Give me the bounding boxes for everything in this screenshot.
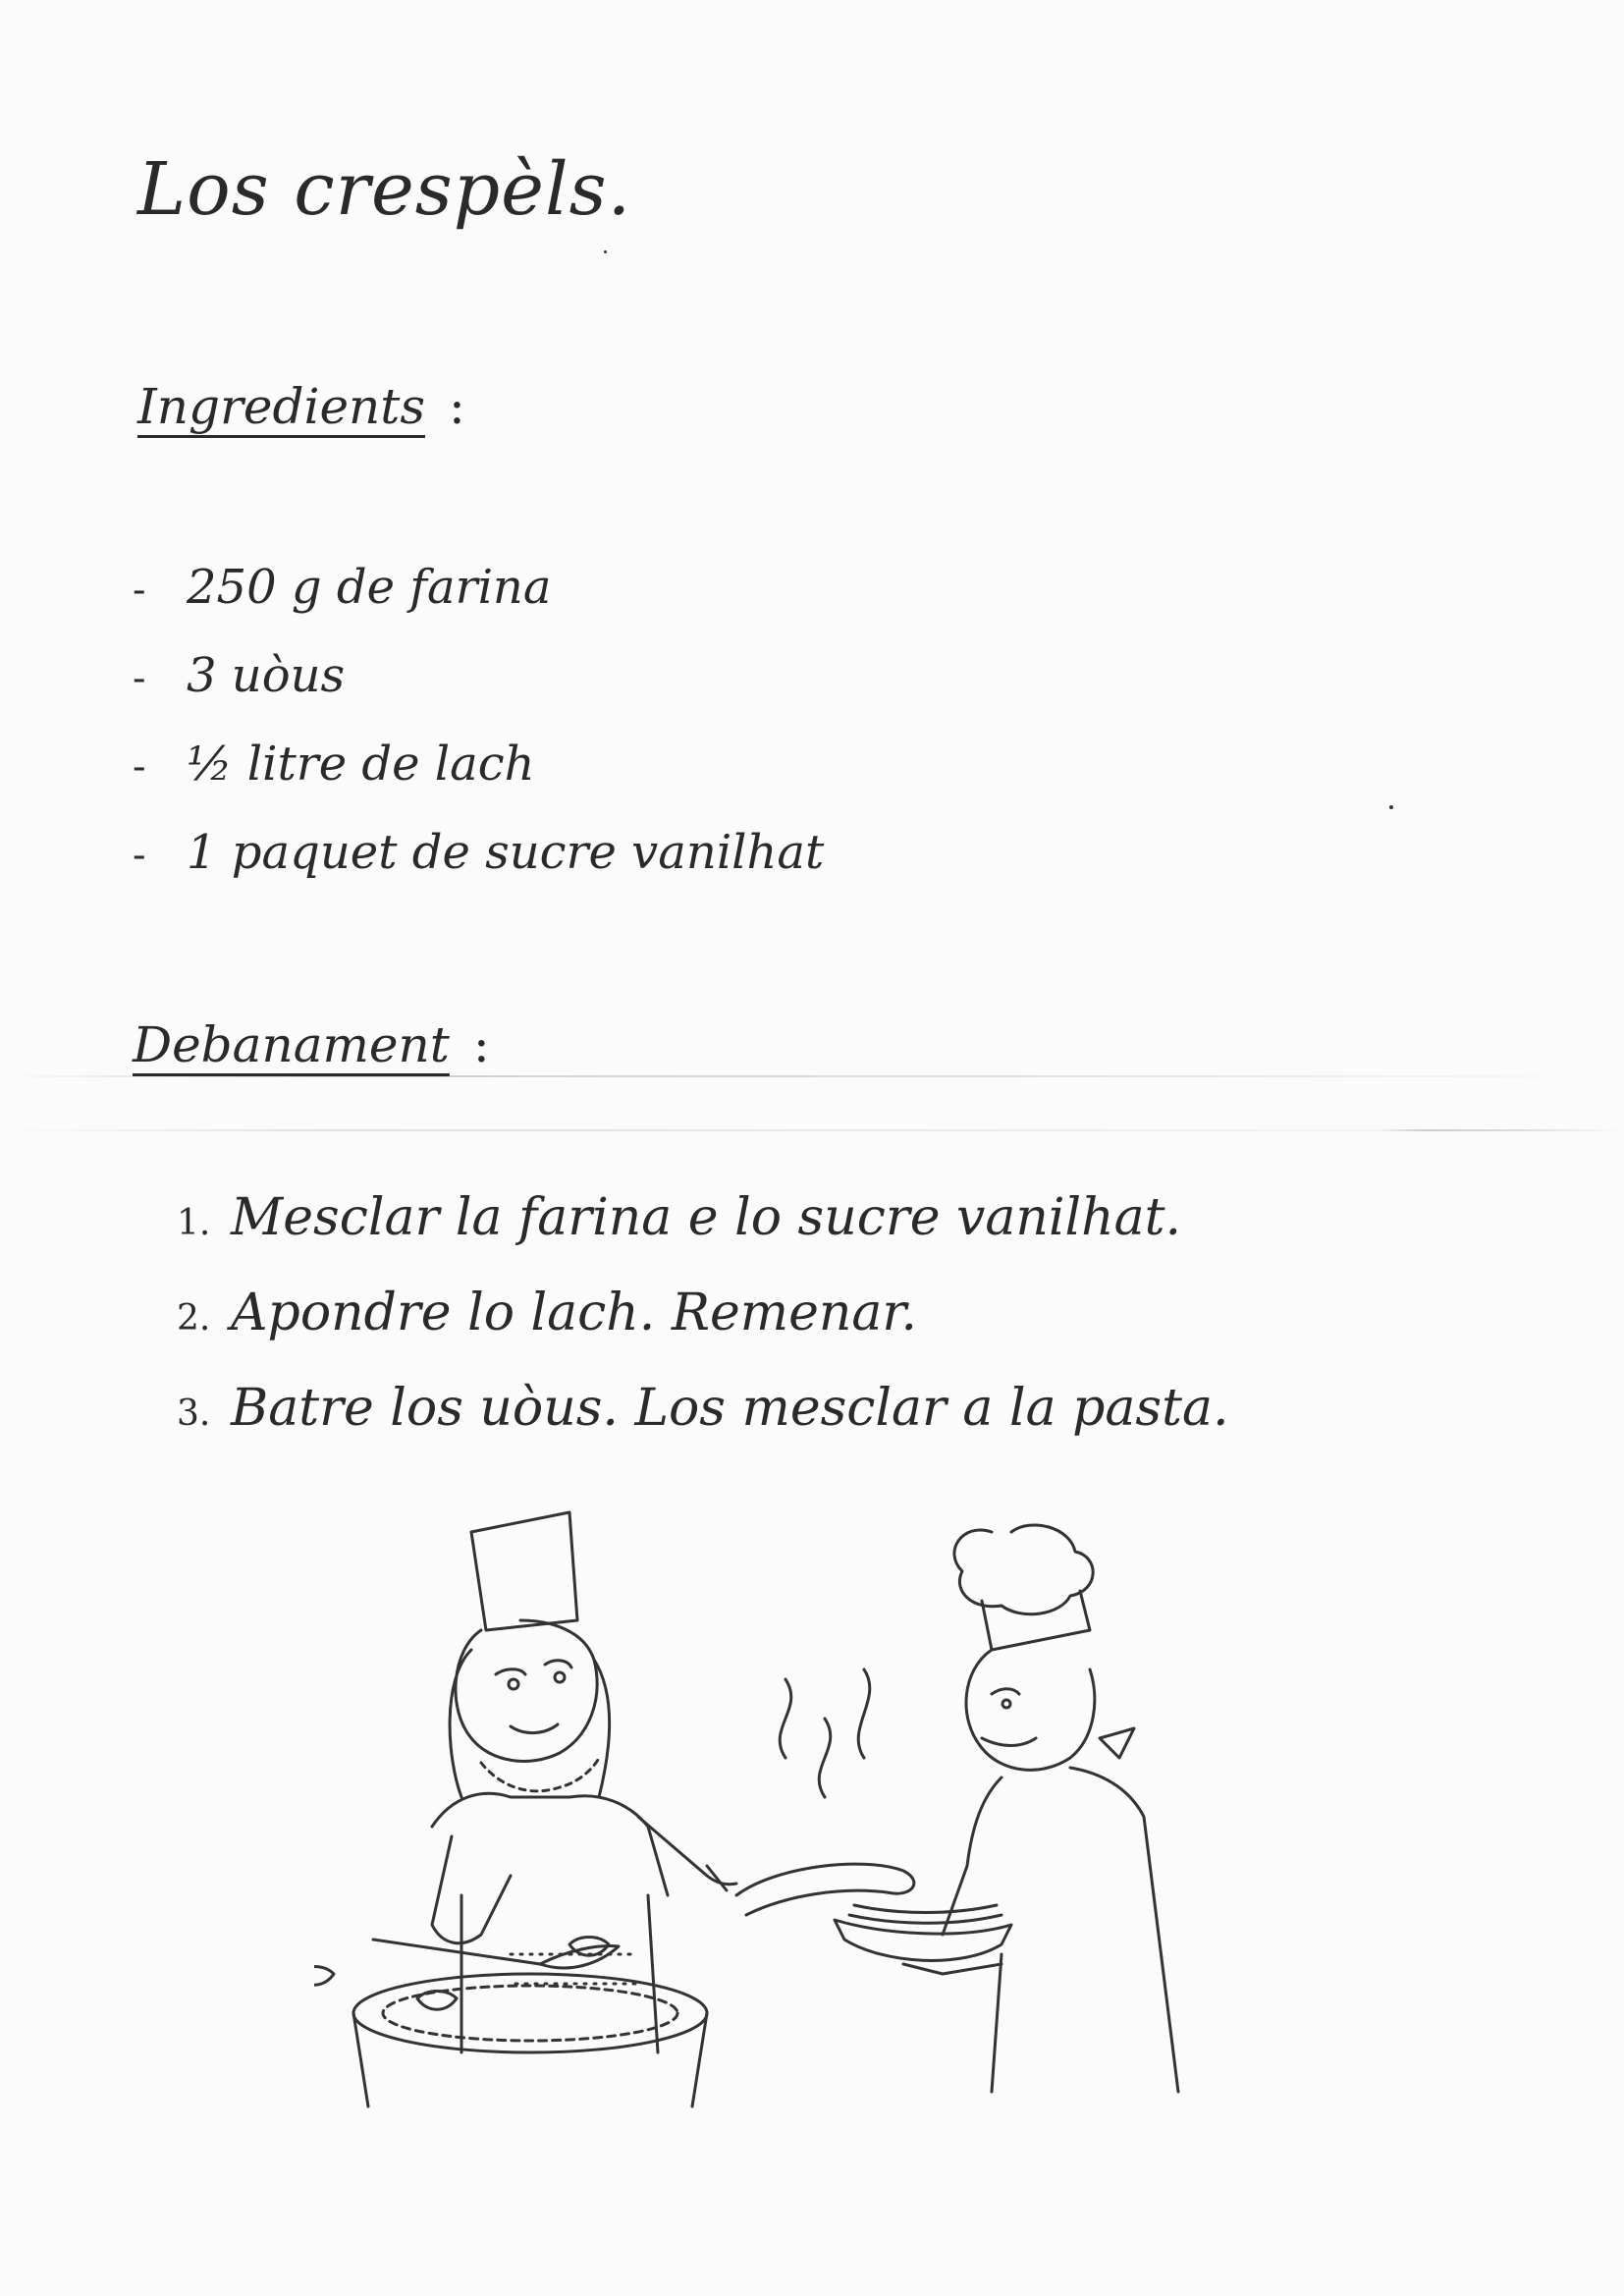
step-number: 3. bbox=[177, 1394, 211, 1434]
tall-hat-icon bbox=[471, 1512, 577, 1630]
list-item bbox=[177, 1188, 1229, 1284]
ingredient-text: 250 g de farina bbox=[187, 560, 552, 615]
page-title: Los crespèls. bbox=[137, 147, 632, 232]
cooks-making-crepes-icon bbox=[314, 1503, 1276, 2111]
step-text: Batre los uòus. Los mesclar a la pasta. bbox=[231, 1379, 1229, 1438]
list-item bbox=[133, 648, 824, 737]
paper-speck bbox=[1389, 805, 1393, 809]
ingredients-list bbox=[133, 560, 824, 913]
list-item bbox=[133, 737, 824, 825]
list-item bbox=[177, 1284, 1229, 1379]
list-dash: - bbox=[133, 833, 146, 878]
ingredients-heading bbox=[137, 378, 465, 435]
step-number: 2. bbox=[177, 1298, 211, 1339]
list-dash: - bbox=[133, 656, 146, 701]
list-item bbox=[133, 825, 824, 913]
paper-speck bbox=[604, 250, 607, 253]
list-dash: - bbox=[133, 744, 146, 790]
ingredient-text: 1 paquet de sucre vanilhat bbox=[187, 825, 825, 880]
list-dash: - bbox=[133, 568, 146, 613]
ingredients-heading-label: Ingredients bbox=[137, 378, 425, 435]
step-text: Apondre lo lach. Remenar. bbox=[231, 1284, 918, 1342]
list-item bbox=[177, 1379, 1229, 1474]
list-item bbox=[133, 560, 824, 648]
step-text: Mesclar la farina e lo sucre vanilhat. bbox=[231, 1188, 1182, 1247]
steps-heading-colon: : bbox=[472, 1016, 490, 1073]
paper-fold-line bbox=[0, 1075, 1624, 1077]
steps-heading bbox=[133, 1016, 490, 1073]
step-number: 1. bbox=[177, 1203, 211, 1243]
steps-list bbox=[177, 1188, 1229, 1474]
ingredient-text: ½ litre de lach bbox=[187, 737, 535, 792]
ingredients-heading-colon: : bbox=[449, 378, 465, 435]
ingredient-text: 3 uòus bbox=[187, 648, 346, 703]
paper-fold-line bbox=[1375, 1129, 1624, 1131]
steps-heading-label: Debanament bbox=[133, 1016, 450, 1073]
